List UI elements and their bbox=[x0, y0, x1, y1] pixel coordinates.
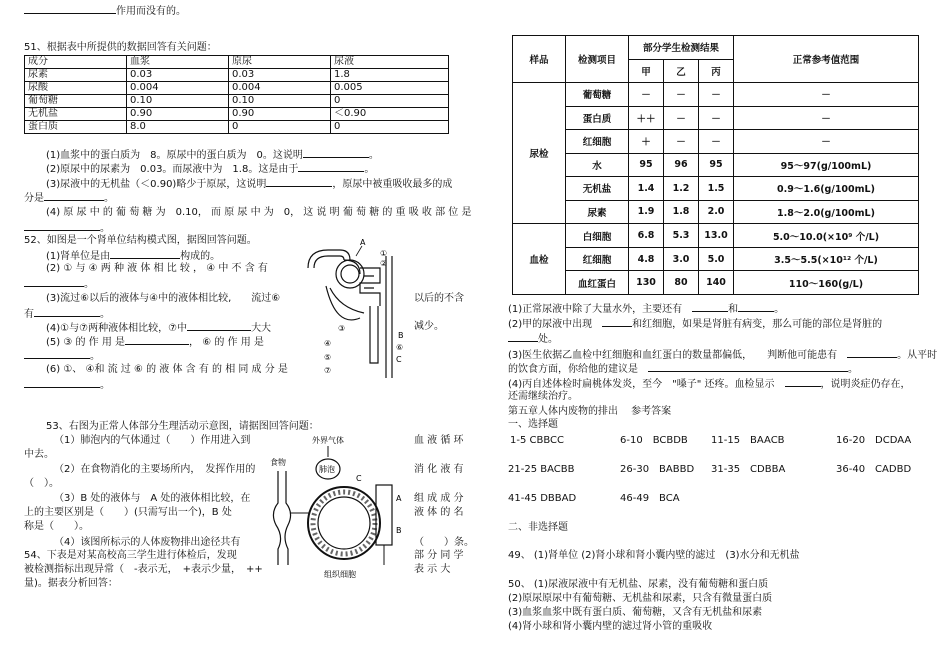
label-n2: ② bbox=[380, 259, 388, 268]
q54b: 部 分 同 学 bbox=[414, 550, 464, 561]
table-cell: － bbox=[734, 106, 919, 130]
table-cell: － bbox=[734, 83, 919, 107]
q53-1b: 血 液 循 环 bbox=[414, 435, 464, 446]
answer-6-10: 6-10 BCBDB bbox=[620, 435, 688, 446]
table-cell: 尿素 bbox=[25, 69, 127, 82]
table-cell: 5.3 bbox=[664, 224, 699, 248]
q54-2c: 处。 bbox=[508, 331, 558, 346]
table-cell: 血红蛋白 bbox=[566, 271, 629, 295]
answer-50-2: (2)原尿原尿中有葡萄糖、无机盐和尿素，只含有微量蛋白质 bbox=[508, 593, 773, 604]
table-cell: － bbox=[699, 130, 734, 154]
table-cell: 无机盐 bbox=[566, 177, 629, 201]
table-cell: 甲 bbox=[629, 59, 664, 83]
table-cell: 0.9～1.6(g/100mL) bbox=[734, 177, 919, 201]
table-cell: 无机盐 bbox=[25, 108, 127, 121]
table-cell: 尿酸 bbox=[25, 82, 127, 95]
q53-4b: （ ）条。 bbox=[414, 537, 474, 548]
nephron-diagram bbox=[300, 238, 412, 383]
q53-3c: 上的主要区别是（ ）(只需写出一个)，B 处 bbox=[24, 507, 232, 518]
q51-3c: 分是 。 bbox=[24, 190, 114, 205]
answer-31-35: 31-35 CDBBA bbox=[711, 464, 786, 475]
table-row bbox=[25, 121, 449, 134]
table-cell: 血检 bbox=[513, 224, 566, 295]
q52-3d: 有 。 bbox=[24, 306, 110, 321]
q53-3b: 组 成 成 分 bbox=[414, 493, 464, 504]
table-cell: 6.8 bbox=[629, 224, 664, 248]
table-header bbox=[25, 56, 449, 69]
label-a: A bbox=[360, 238, 366, 247]
question-52: 52、如图是一个肾单位结构模式图，据图回答问题。 bbox=[24, 235, 257, 246]
label-n4: ④ bbox=[324, 339, 332, 348]
question-54: 54、下表是对某高校高三学生进行体检后，发现 bbox=[24, 550, 237, 561]
table-cell: 80 bbox=[664, 271, 699, 295]
table-cell: 0.10 bbox=[127, 95, 229, 108]
table-cell: 葡萄糖 bbox=[566, 83, 629, 107]
table-cell: 乙 bbox=[664, 59, 699, 83]
table-cell: 1.4 bbox=[629, 177, 664, 201]
question-51: 51、根据表中所提供的数据回答有关问题： bbox=[24, 42, 217, 53]
q52-5: (5) ③ 的 作 用 是 ， ⑥ 的 作 用 是 bbox=[46, 334, 264, 349]
table-cell: 1.8 bbox=[331, 69, 449, 82]
table-cell: － bbox=[664, 106, 699, 130]
table-cell: 95 bbox=[629, 153, 664, 177]
table-cell: － bbox=[664, 130, 699, 154]
answer-21-25: 21-25 BACBB bbox=[508, 464, 575, 475]
q54-2: (2)甲的尿液中出现 和红细胞，如果是肾脏有病变，那么可能的部位是肾脏的 bbox=[508, 316, 882, 331]
q52-6-blank: 。 bbox=[24, 377, 110, 392]
table-row bbox=[513, 106, 919, 130]
table-cell: 部分学生检测结果 bbox=[629, 36, 734, 60]
answer-11-15: 11-15 BAACB bbox=[711, 435, 785, 446]
table-row bbox=[513, 247, 919, 271]
label-a: A bbox=[396, 494, 402, 503]
q54e: 量)。据表分析回答： bbox=[24, 578, 118, 589]
table-cell: 尿素 bbox=[566, 200, 629, 224]
table-cell: － bbox=[664, 83, 699, 107]
table-cell: 蛋白质 bbox=[25, 121, 127, 134]
q53-3d: 液 体 的 名 bbox=[414, 507, 464, 518]
q54c: 被检测指标出现异常（ -表示无， +表示少量， ++ bbox=[24, 564, 263, 575]
q53-2: （2）在食物消化的主要场所内， 发挥作用的 bbox=[54, 464, 256, 475]
label-n1: ① bbox=[380, 249, 388, 258]
table-cell: 红细胞 bbox=[566, 130, 629, 154]
table-cell: 1.8 bbox=[664, 200, 699, 224]
table-cell: ＜0.90 bbox=[331, 108, 449, 121]
table-cell: 0 bbox=[331, 95, 449, 108]
table-cell: 0.03 bbox=[229, 69, 331, 82]
q53-2b: 消 化 液 有 bbox=[414, 464, 464, 475]
table-cell: 0.004 bbox=[127, 82, 229, 95]
table-cell: 96 bbox=[664, 153, 699, 177]
table-cell: 130 bbox=[629, 271, 664, 295]
table-row bbox=[513, 177, 919, 201]
table-row bbox=[513, 153, 919, 177]
table-cell: 5.0 bbox=[699, 247, 734, 271]
table-cell: 110～160(g/L) bbox=[734, 271, 919, 295]
table-cell: 3.5～5.5(×10¹² 个/L) bbox=[734, 247, 919, 271]
table-cell: 1.2 bbox=[664, 177, 699, 201]
table-cell: 成分 bbox=[25, 56, 127, 69]
answer-36-40: 36-40 CADBD bbox=[836, 464, 912, 475]
q53-1c: 中去。 bbox=[24, 449, 54, 460]
label-food: 食物 bbox=[270, 458, 286, 467]
table-row bbox=[513, 224, 919, 248]
table-row bbox=[25, 82, 449, 95]
table-cell: 8.0 bbox=[127, 121, 229, 134]
table-cell: 0.10 bbox=[229, 95, 331, 108]
table-cell: 原尿 bbox=[229, 56, 331, 69]
table-cell: 红细胞 bbox=[566, 247, 629, 271]
section-choice: 一、选择题 bbox=[508, 419, 558, 430]
table-cell: ＋ bbox=[629, 130, 664, 154]
label-n3: ③ bbox=[338, 324, 346, 333]
table-cell: 1.9 bbox=[629, 200, 664, 224]
q51-3: (3)尿液中的无机盐（＜0.90)略少于原尿，这说明 ，原尿中被重吸收最多的成 bbox=[46, 176, 452, 191]
table-row bbox=[513, 83, 919, 107]
q52-6: (6) ①、 ④和 流 过 ⑥ 的 液 体 含 有 的 相 同 成 分 是 bbox=[46, 364, 288, 375]
table-cell: 140 bbox=[699, 271, 734, 295]
table-cell: 95 bbox=[699, 153, 734, 177]
label-n7: ⑦ bbox=[324, 366, 332, 375]
answer-26-30: 26-30 BABBD bbox=[620, 464, 695, 475]
convoluted-tubule bbox=[360, 268, 380, 306]
q52-3c: 以后的不含 bbox=[414, 293, 464, 304]
table-cell: 正常参考值范围 bbox=[734, 36, 919, 83]
table-cell: 1.8～2.0(g/100mL) bbox=[734, 200, 919, 224]
table-cell: 血浆 bbox=[127, 56, 229, 69]
question-53: 53、右图为正常人体部分生理活动示意图，请据图回答问题： bbox=[46, 421, 319, 432]
table-cell: 白细胞 bbox=[566, 224, 629, 248]
q54d: 表 示 大 bbox=[414, 564, 451, 575]
circulation-ring bbox=[308, 487, 380, 559]
q53-2c: （ ）。 bbox=[24, 478, 59, 489]
label-c: C bbox=[396, 355, 402, 364]
health-check-table bbox=[512, 35, 919, 295]
answer-46-49: 46-49 BCA bbox=[620, 493, 680, 504]
collecting-duct bbox=[386, 256, 392, 378]
label-n5: ⑤ bbox=[324, 353, 332, 362]
q52-4: (4)①与⑦两种液体相比较，⑦中 大大 bbox=[46, 320, 271, 335]
table-cell: 2.0 bbox=[699, 200, 734, 224]
label-b: B bbox=[398, 331, 404, 340]
q54-4c: 还需继续治疗。 bbox=[508, 391, 578, 402]
q52-1: (1)肾单位是由 构成的。 bbox=[46, 248, 220, 263]
table-row bbox=[25, 108, 449, 121]
table-cell: － bbox=[734, 130, 919, 154]
q54-3c: 的饮食方面，你给他的建议是 。 bbox=[508, 361, 858, 376]
table-row bbox=[513, 200, 919, 224]
digestive-tract bbox=[273, 471, 280, 565]
table-cell: 95～97(g/100mL) bbox=[734, 153, 919, 177]
q54-1: (1)正常尿液中除了大量水外，主要还有 和 。 bbox=[508, 301, 784, 316]
answer-50-3: (3)血浆血浆中既有蛋白质、葡萄糖，又含有无机盐和尿素 bbox=[508, 607, 763, 618]
table-row bbox=[25, 95, 449, 108]
q54-4: (4)丙自述体检时扁桃体发炎，至今 "嗓子" 还疼。血检显示 ，说明炎症仍存在， bbox=[508, 376, 911, 391]
table-cell: 13.0 bbox=[699, 224, 734, 248]
table-cell: 蛋白质 bbox=[566, 106, 629, 130]
table-cell: 4.8 bbox=[629, 247, 664, 271]
q51-1: (1)血浆中的蛋白质为 8。原尿中的蛋白质为 0。这说明 。 bbox=[46, 147, 379, 162]
q52-2: (2) ① 与 ④ 两 种 液 体 相 比 较 ， ④ 中 不 含 有 bbox=[46, 263, 268, 274]
label-alveolus: 肺泡 bbox=[319, 465, 335, 474]
loop-tubule bbox=[370, 306, 378, 363]
q54-3: (3)医生依据乙血检中红细胞和血红蛋白的数量都偏低， 判断他可能患有 。从平时 bbox=[508, 347, 937, 362]
table-cell: 0 bbox=[229, 121, 331, 134]
label-c: C bbox=[356, 474, 362, 483]
table-cell: － bbox=[699, 83, 734, 107]
table-row bbox=[513, 130, 919, 154]
answer-title: 第五章人体内废物的排出 参考答案 bbox=[508, 406, 672, 417]
line-0: 作用而没有的。 bbox=[24, 3, 186, 18]
table-cell: － bbox=[699, 106, 734, 130]
q53-1: （1）肺泡内的气体通过（ ）作用进入到 bbox=[54, 435, 251, 446]
table-cell: 葡萄糖 bbox=[25, 95, 127, 108]
table-cell: 0.90 bbox=[127, 108, 229, 121]
table-cell: 水 bbox=[566, 153, 629, 177]
q52-2-blank: 。 bbox=[24, 276, 94, 291]
table-cell: 0.004 bbox=[229, 82, 331, 95]
table-cell: 尿检 bbox=[513, 83, 566, 224]
label-outside-air: 外界气体 bbox=[312, 436, 344, 445]
table-cell: 0.03 bbox=[127, 69, 229, 82]
table-cell: 0.90 bbox=[229, 108, 331, 121]
answer-50-1: 50、 (1)尿液尿液中有无机盐、尿素，没有葡萄糖和蛋白质 bbox=[508, 579, 769, 590]
q53-3e: 称是（ ）。 bbox=[24, 521, 89, 532]
q53-3: （3）B 处的液体与 A 处的液体相比较，在 bbox=[54, 493, 251, 504]
label-tissue-cells: 组织细胞 bbox=[324, 570, 356, 579]
table-row bbox=[513, 271, 919, 295]
q53-4: （4）该图所标示的人体废物排出途径共有 bbox=[54, 537, 241, 548]
label-b: B bbox=[396, 526, 402, 535]
table-cell: 尿液 bbox=[331, 56, 449, 69]
label-n6: ⑥ bbox=[396, 343, 404, 352]
q51-4: (4) 原 尿 中 的 葡 萄 糖 为 0.10， 而 原 尿 中 为 0， 这 说 明 葡 萄 糖 的 重 吸 收 部 位 是 bbox=[46, 207, 472, 218]
table-cell: ＋＋ bbox=[629, 106, 664, 130]
q51-2: (2)原尿中的尿素为 0.03。而尿液中为 1.8。这是由于 。 bbox=[46, 161, 374, 176]
physiology-diagram bbox=[264, 433, 412, 583]
table-cell: 5.0～10.0(×10⁹ 个/L) bbox=[734, 224, 919, 248]
table-cell: 检测项目 bbox=[566, 36, 629, 83]
table-cell: 1.5 bbox=[699, 177, 734, 201]
table-cell: 0.005 bbox=[331, 82, 449, 95]
composition-table bbox=[24, 55, 449, 134]
table-cell: 样品 bbox=[513, 36, 566, 83]
q52-3: (3)流过⑥以后的液体与④中的液体相比较, 流过⑥ bbox=[46, 293, 281, 304]
table-row bbox=[25, 69, 449, 82]
q51-4-blank: 。 bbox=[24, 220, 110, 235]
table-cell: 丙 bbox=[699, 59, 734, 83]
answer-16-20: 16-20 DCDAA bbox=[836, 435, 912, 446]
q52-5-blank: 。 bbox=[24, 348, 100, 363]
table-cell: 3.0 bbox=[664, 247, 699, 271]
answer-49: 49、 (1)肾单位 (2)肾小球和肾小囊内壁的滤过 (3)水分和无机盐 bbox=[508, 550, 800, 561]
answer-41-45: 41-45 DBBAD bbox=[508, 493, 577, 504]
section-non-choice: 二、非选择题 bbox=[508, 522, 568, 533]
table-cell: 0 bbox=[331, 121, 449, 134]
answer-1-5: 1-5 CBBCC bbox=[510, 435, 565, 446]
table-cell: － bbox=[629, 83, 664, 107]
answer-50-4: (4)肾小球和肾小囊内壁的滤过肾小管的重吸收 bbox=[508, 621, 713, 632]
q52-4c: 减少。 bbox=[414, 321, 444, 332]
